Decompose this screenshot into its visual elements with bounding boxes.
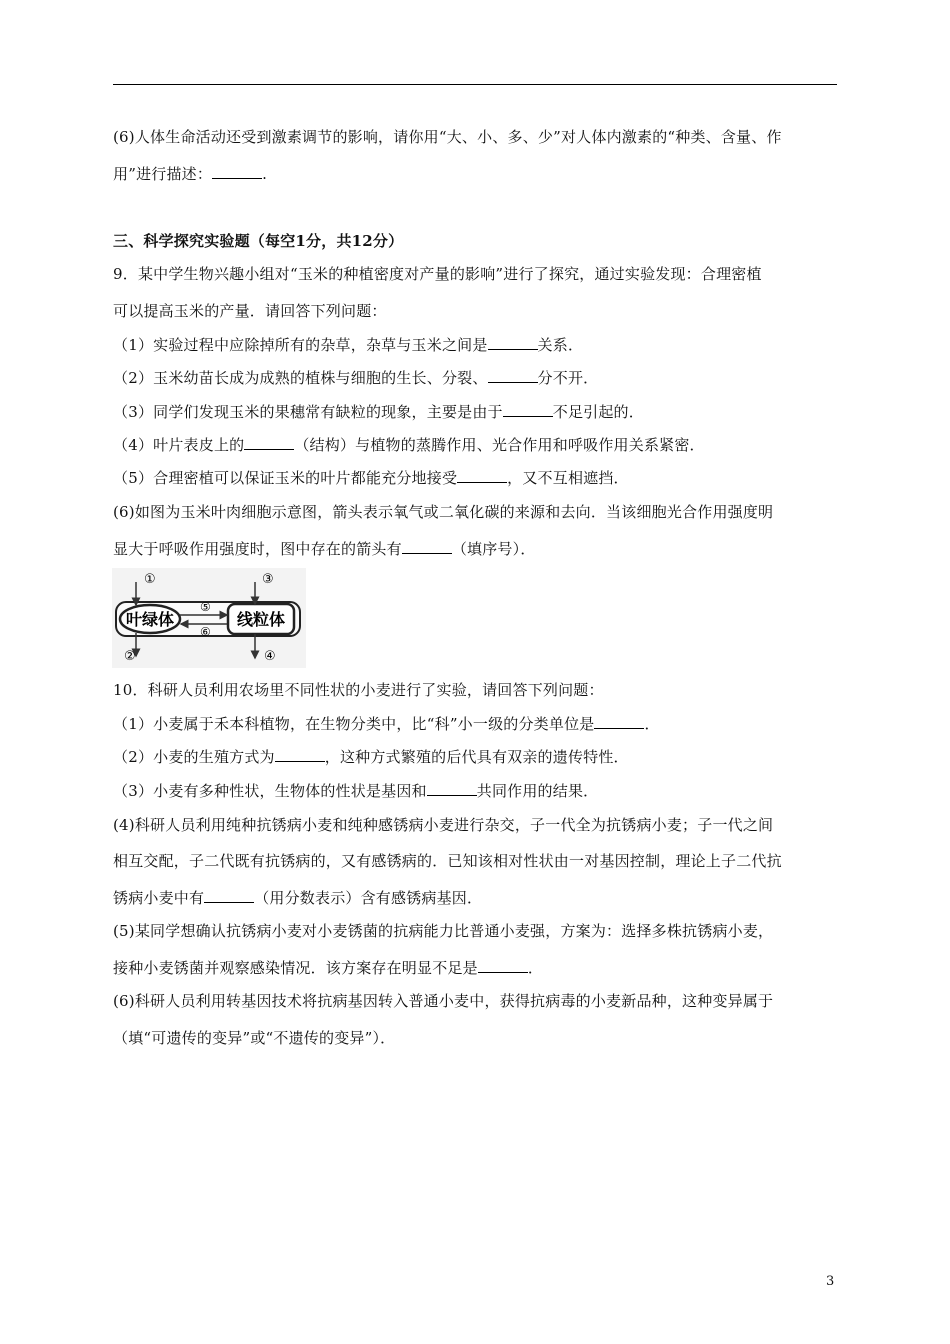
page-number: 3: [826, 1274, 835, 1289]
section-title: 三、科学探究实验题（每空1分，共12分）: [113, 232, 404, 250]
q10-part1: （1）小麦属于禾本科植物，在生物分类中，比“科”小一级的分类单位是 ．: [113, 715, 660, 733]
q9-part2: （2）玉米幼苗长成为成熟的植株与细胞的生长、分裂、 分不开．: [113, 369, 599, 387]
q10-part4-line2: 相互交配，子二代既有抗锈病的，又有感锈病的．已知该相对性状由一对基因控制，理论上子二代抗: [113, 852, 782, 870]
chloroplast-label: 叶绿体: [125, 610, 175, 629]
mitochondrion-label: 线粒体: [236, 610, 286, 629]
q9-intro-line2: 可以提高玉米的产量．请回答下列问题：: [113, 302, 387, 320]
answer-blank[interactable]: [275, 747, 325, 762]
q10-part2: （2）小麦的生殖方式为 ，这种方式繁殖的后代具有双亲的遗传特性．: [113, 748, 629, 766]
q9-part4: （4）叶片表皮上的 （结构）与植物的蒸腾作用、光合作用和呼吸作用关系紧密．: [113, 436, 705, 454]
q9-intro-line1: 9．某中学生物兴趣小组对“玉米的种植密度对产量的影响”进行了探究，通过实验发现：合理密植: [113, 265, 762, 283]
label-2: ②: [124, 649, 136, 664]
label-4: ④: [264, 649, 276, 664]
label-5: ⑤: [200, 600, 211, 614]
header-rule: [113, 84, 837, 85]
q8-part6-line1: (6)人体生命活动还受到激素调节的影响，请你用“大、小、多、少”对人体内激素的“种类、含量、作: [113, 128, 782, 146]
answer-blank[interactable]: [427, 781, 477, 796]
q9-part5: （5）合理密植可以保证玉米的叶片都能充分地接受 ，又不互相遮挡．: [113, 469, 629, 487]
q9-part1: （1）实验过程中应除掉所有的杂草，杂草与玉米之间是 关系．: [113, 336, 584, 354]
q9-part6-line1: (6)如图为玉米叶肉细胞示意图，箭头表示氧气或二氧化碳的来源和去向．当该细胞光合作用强度明: [113, 503, 774, 521]
q9-part3: （3）同学们发现玉米的果穗常有缺粒的现象，主要是由于 不足引起的．: [113, 403, 644, 421]
answer-blank[interactable]: [204, 888, 254, 903]
answer-blank[interactable]: [503, 402, 553, 417]
answer-blank[interactable]: [244, 435, 294, 450]
q10-part4-line1: (4)科研人员利用纯种抗锈病小麦和纯种感锈病小麦进行杂交，子一代全为抗锈病小麦；子一代之间: [113, 816, 774, 834]
cell-diagram: [112, 568, 306, 668]
answer-blank[interactable]: [478, 958, 528, 973]
q10-part5-line1: (5)某同学想确认抗锈病小麦对小麦锈菌的抗病能力比普通小麦强，方案为：选择多株抗锈病小麦，: [113, 922, 774, 940]
q10-part6-line2: （填“可遗传的变异”或“不遗传的变异”）．: [113, 1029, 396, 1047]
q10-part5-line2: 接种小麦锈菌并观察感染情况．该方案存在明显不足是 ．: [113, 959, 544, 977]
q10-part6-line1: (6)科研人员利用转基因技术将抗病基因转入普通小麦中，获得抗病毒的小麦新品种，这种变异属于: [113, 992, 774, 1010]
answer-blank[interactable]: [594, 714, 644, 729]
answer-blank[interactable]: [488, 368, 538, 383]
q9-part6-line2: 显大于呼吸作用强度时，图中存在的箭头有 （填序号）．: [113, 540, 536, 558]
q8-part6-line2: 用”进行描述： .: [113, 165, 268, 183]
label-1: ①: [144, 572, 156, 587]
answer-blank[interactable]: [212, 164, 262, 179]
label-6: ⑥: [200, 625, 211, 639]
q10-intro: 10．科研人员利用农场里不同性状的小麦进行了实验，请回答下列问题：: [113, 681, 604, 699]
q10-part3: （3）小麦有多种性状，生物体的性状是基因和 共同作用的结果．: [113, 782, 599, 800]
answer-blank[interactable]: [488, 335, 538, 350]
answer-blank[interactable]: [402, 539, 452, 554]
answer-blank[interactable]: [457, 468, 507, 483]
q10-part4-line3: 锈病小麦中有 （用分数表示）含有感锈病基因．: [113, 889, 483, 907]
label-3: ③: [262, 572, 274, 587]
